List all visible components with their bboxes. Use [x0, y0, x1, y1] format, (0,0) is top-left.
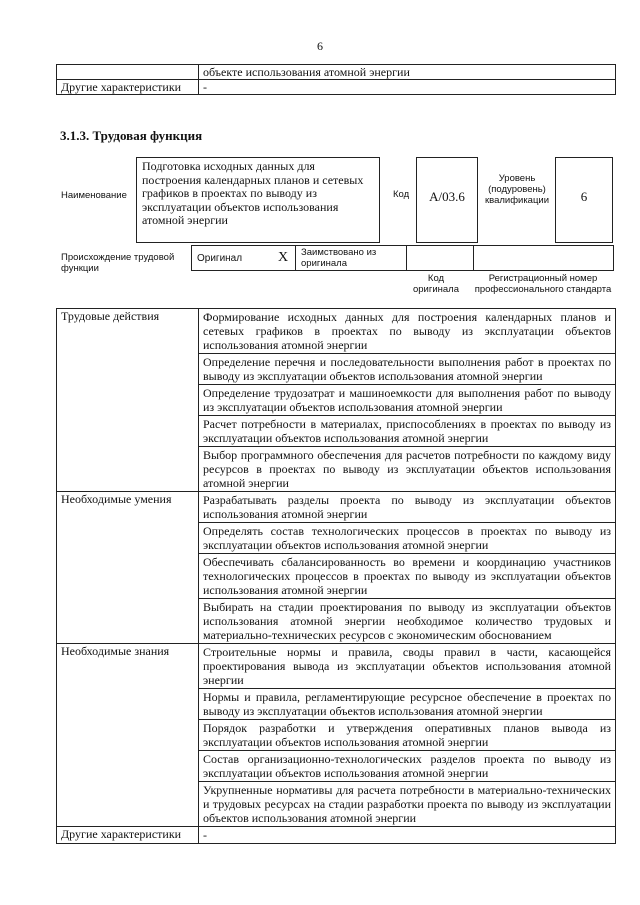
page-number: 6 — [317, 39, 323, 53]
top-row1-value: объекте использования атомной энергии — [199, 65, 616, 80]
code-original-label: Код оригинала — [412, 273, 459, 295]
section-item: Разрабатывать разделы проекта по выводу из эксплуатации объектов использования атомной энергии — [199, 492, 616, 523]
section-item: Расчет потребности в материалах, приспособлениях в проектах по выводу из эксплуатации объектов использования атомной энергии — [199, 416, 616, 447]
level-label: Уровень (подуровень) квалификации — [484, 173, 550, 206]
table-row — [57, 827, 616, 844]
section-item: Формирование исходных данных для построения календарных планов и сетевых графиков в проектах по выводу из эксплуатации объектов использования атомной энергии — [199, 309, 616, 354]
section-item: Строительные нормы и правила, своды правил в части, касающейся проектирования вывода из эксплуатации объектов использования атомной энергии — [199, 644, 616, 689]
section-item: Укрупненные нормативы для расчета потребности в материально-технических и трудовых ресурсах на стадии разработки проекта по выводу из эксплуатации объектов использования атомной энергии — [199, 782, 616, 827]
origin-mark: X — [271, 246, 296, 271]
section-item: Выбор программного обеспечения для расчетов потребности по каждому виду ресурсов в проектах по выводу из эксплуатации объектов использования атомной энергии — [199, 447, 616, 492]
origin-table — [191, 245, 614, 271]
section-item: - — [199, 827, 616, 844]
level-value: 6 — [555, 157, 613, 243]
section-item: Порядок разработки и утверждения оперативных планов вывода из эксплуатации объектов использования атомной энергии — [199, 720, 616, 751]
section-item: Определение трудозатрат и машиноемкости для выполнения работ по выводу из эксплуатации объектов использования атомной энергии — [199, 385, 616, 416]
section-label: Трудовые действия — [57, 309, 199, 492]
code-label: Код — [393, 189, 410, 200]
table-row — [57, 492, 616, 523]
section-label: Необходимые знания — [57, 644, 199, 827]
table-row — [57, 644, 616, 689]
name-label: Наименование — [61, 190, 127, 201]
section-title: 3.1.3. Трудовая функция — [60, 128, 203, 143]
top-table — [56, 64, 616, 95]
main-table — [56, 308, 616, 844]
origin-code-cell — [407, 246, 474, 271]
origin-reg-cell — [474, 246, 614, 271]
section-item: Обеспечивать сбалансированность во времени и координацию участников технологических процессов в проектах по выводу из эксплуатации объектов использования атомной энергии — [199, 554, 616, 599]
origin-label: Происхождение трудовой функции — [61, 252, 175, 274]
function-name: Подготовка исходных данных для построения календарных планов и сетевых графиков в проектах по выводу из эксплуатации объектов использования атомной энергии — [136, 157, 380, 243]
code-value: А/03.6 — [416, 157, 478, 243]
section-label: Другие характеристики — [57, 827, 199, 844]
top-row1-label — [57, 65, 199, 80]
section-item: Определять состав технологических процессов в проектах по выводу из эксплуатации объектов использования атомной энергии — [199, 523, 616, 554]
section-item: Состав организационно-технологических разделов проекта по выводу из эксплуатации объектов использования атомной энергии — [199, 751, 616, 782]
reg-number-label: Регистрационный номер профессионального стандарта — [474, 273, 612, 295]
section-item: Выбирать на стадии проектирования по выводу из эксплуатации объектов использования атомной энергии необходимое количество трудовых и материально-технических ресурсов с экономическим обоснованием — [199, 599, 616, 644]
top-row2-value: - — [199, 80, 616, 95]
section-item: Определение перечня и последовательности выполнения работ в проектах по выводу из эксплуатации объектов использования атомной энергии — [199, 354, 616, 385]
section-item: Нормы и правила, регламентирующие ресурсное обеспечение в проектах по выводу из эксплуатации объектов использования атомной энергии — [199, 689, 616, 720]
section-label: Необходимые умения — [57, 492, 199, 644]
top-row2-label: Другие характеристики — [57, 80, 199, 95]
table-row — [57, 309, 616, 354]
origin-original: Оригинал — [192, 246, 272, 271]
origin-borrowed: Заимствовано из оригинала — [296, 246, 407, 271]
